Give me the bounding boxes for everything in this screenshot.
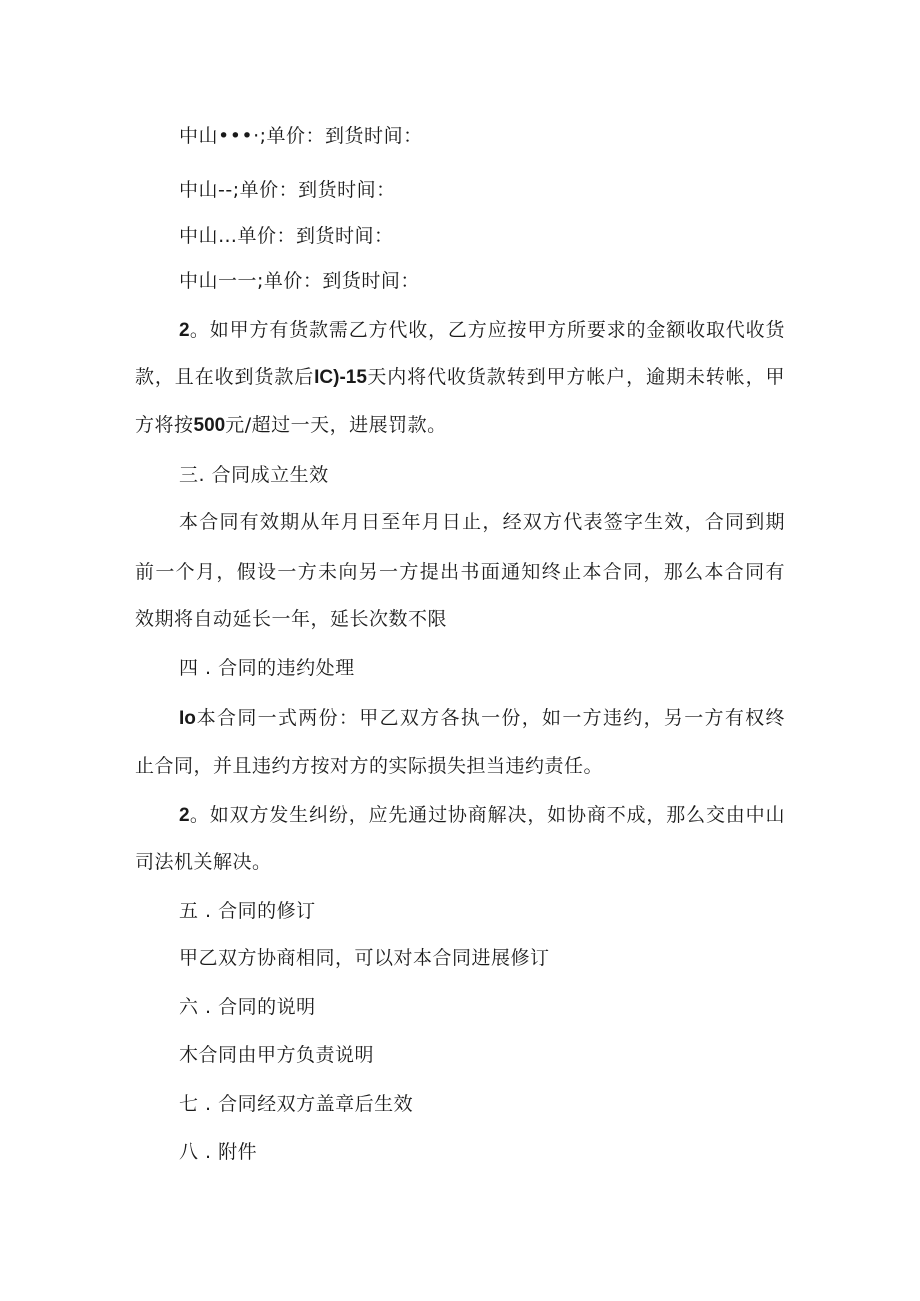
- clause2-collect-line1: [179, 318, 785, 343]
- clause2-collect-line2: [135, 365, 785, 390]
- clause-text: 方将按: [135, 414, 194, 436]
- section-heading: 四 . 合同的违约处理: [179, 657, 355, 679]
- paragraph-line: 本合同有效期从年月日至年月日止，经双方代表签字生效，合同到期: [179, 511, 785, 533]
- paragraph-line: 前一个月，假设一方未向另一方提出书面通知终止本合同，那么本合同有: [135, 561, 785, 583]
- paragraph-line: 木合同由甲方负责说明: [179, 1044, 375, 1066]
- clause-text: 。如甲方有货款需乙方代收，乙方应按甲方所要求的金额收取代收货: [189, 319, 785, 341]
- price-line: 中山…单价：到货时间：: [179, 225, 394, 247]
- section-heading: 八 . 附件: [179, 1141, 258, 1163]
- paragraph-line: 效期将自动延长一年，延长次数不限: [135, 608, 448, 630]
- clause-text: 天内将代收货款转到甲方帐户，逾期未转帐，甲: [366, 366, 785, 388]
- clause-text: 本合同一式两份：甲乙双方各执一份，如一方违约，另一方有权终: [195, 707, 785, 729]
- price-line: 中山--;单价：到货时间：: [179, 179, 396, 201]
- clause-amount: 500: [193, 415, 226, 436]
- price-line: 中山一一;单价：到货时间：: [179, 270, 420, 292]
- clause-number: 2: [179, 320, 190, 341]
- clause-text: 款，且在收到货款后: [135, 366, 315, 388]
- clause-line: [179, 706, 785, 731]
- price-line: 中山•••·;单价：到货时间：: [179, 125, 423, 147]
- clause-number: Io: [179, 708, 196, 729]
- section-heading: 六 . 合同的说明: [179, 996, 316, 1018]
- clause2-collect-line3: [135, 413, 447, 438]
- clause-days: IC)-15: [314, 367, 367, 388]
- section-heading: 七 . 合同经双方盖章后生效: [179, 1093, 414, 1115]
- section-heading: 三. 合同成立生效: [179, 464, 329, 486]
- clause-text: 。如双方发生纠纷，应先通过协商解决，如协商不成，那么交由中山: [189, 804, 785, 826]
- clause-line: [179, 803, 785, 828]
- clause-text: 元/超过一天，进展罚款。: [225, 414, 447, 436]
- paragraph-line: 甲乙双方协商相同，可以对本合同进展修订: [179, 947, 550, 969]
- clause-number: 2: [179, 805, 190, 826]
- clause-line: 司法机关解决。: [135, 851, 272, 873]
- section-heading: 五 . 合同的修订: [179, 900, 316, 922]
- clause-line: 止合同，并且违约方按对方的实际损失担当违约责任。: [135, 755, 604, 777]
